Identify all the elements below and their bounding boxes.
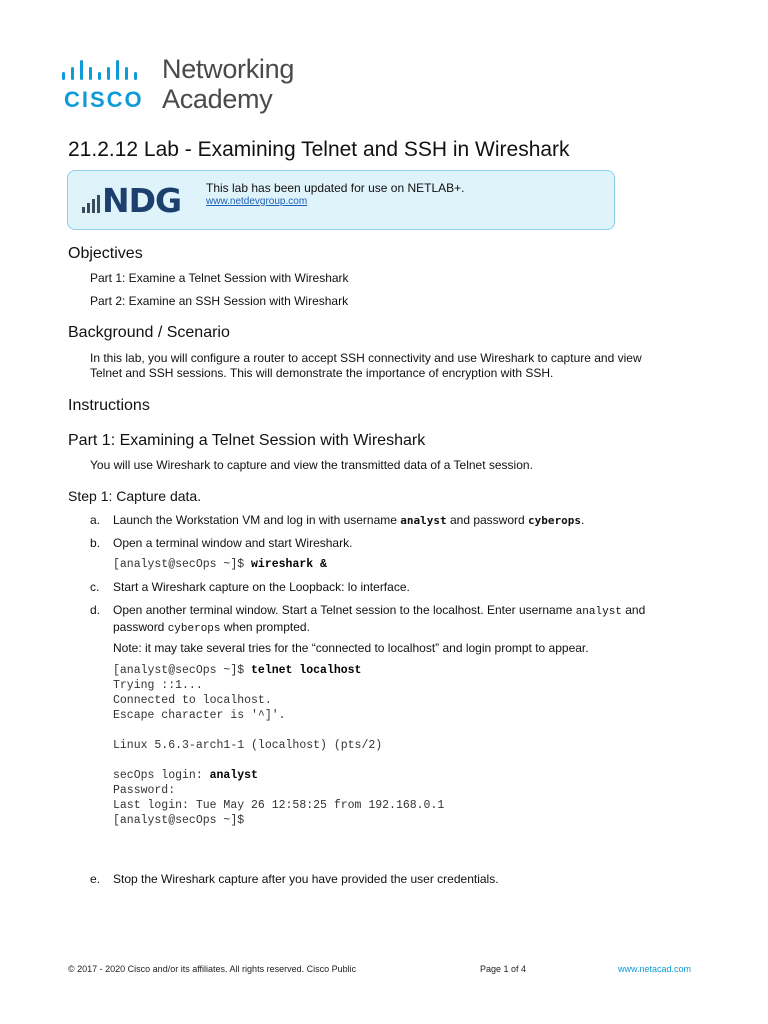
item-text: Start a Wireshark capture on the Loopback: lo interface. — [113, 580, 410, 594]
item-label: c. — [90, 580, 100, 594]
objectives-heading: Objectives — [68, 245, 143, 262]
item-text: Open a terminal window and start Wireshark. — [113, 536, 353, 550]
item-text: password — [113, 620, 168, 634]
logo-networking-text: Networking — [162, 54, 295, 84]
code-telnet-session — [113, 663, 444, 828]
part1-intro: You will use Wireshark to capture and view the transmitted data of a Telnet session. — [90, 458, 533, 472]
ndg-notice-box — [67, 170, 615, 230]
ndg-logo — [82, 181, 194, 217]
cisco-wordmark: CISCO — [64, 87, 144, 112]
code-line: [analyst@secOps ~]$ — [113, 814, 245, 827]
item-label: e. — [90, 872, 101, 886]
objective-item-2: Part 2: Examine an SSH Session with Wireshark — [90, 294, 349, 308]
item-text: when prompted. — [220, 620, 310, 634]
cisco-networking-academy-logo — [62, 54, 322, 118]
background-heading: Background / Scenario — [68, 324, 230, 341]
code-line: Escape character is '^]'. — [113, 709, 286, 722]
code-line: Trying ::1... — [113, 679, 203, 692]
instructions-heading: Instructions — [68, 397, 150, 414]
code-line: Linux 5.6.3-arch1-1 (localhost) (pts/2) — [113, 739, 383, 752]
part1-heading: Part 1: Examining a Telnet Session with Wireshark — [68, 432, 426, 449]
item-text: and — [621, 603, 646, 617]
logo-academy-text: Academy — [162, 84, 273, 114]
ndg-message: This lab has been updated for use on NETLAB+. — [206, 181, 465, 195]
code-line: Last login: Tue May 26 12:58:25 from 192.168.0.1 — [113, 799, 445, 812]
code-line: Password: — [113, 784, 176, 797]
footer-copyright: © 2017 - 2020 Cisco and/or its affiliates. All rights reserved. Cisco Public — [68, 964, 357, 974]
step1-heading: Step 1: Capture data. — [68, 488, 202, 504]
password-code: cyberops — [528, 514, 582, 527]
cisco-bars-icon — [62, 60, 154, 82]
item-text: . — [581, 513, 585, 527]
ndg-logo-text: NDG — [102, 181, 182, 217]
code-line: Connected to localhost. — [113, 694, 272, 707]
background-line-2: Telnet and SSH sessions. This will demonstrate the importance of encryption with SSH. — [90, 366, 554, 380]
item-text: Open another terminal window. Start a Telnet session to the localhost. Enter username — [113, 603, 576, 617]
username-code: analyst — [575, 606, 622, 618]
code-wireshark — [113, 557, 327, 572]
username-code: analyst — [400, 514, 447, 527]
footer-page-number: Page 1 of 4 — [480, 964, 527, 974]
background-line-1: In this lab, you will configure a router to accept SSH connectivity and use Wireshark to capture and view — [90, 351, 642, 365]
password-code: cyberops — [167, 623, 221, 635]
note-text: Note: it may take several tries for the “connected to localhost” and login prompt to appear. — [113, 641, 589, 655]
item-label: a. — [90, 513, 101, 527]
footer-link[interactable]: www.netacad.com — [618, 964, 692, 974]
code-line: [analyst@secOps ~]$ telnet localhost — [113, 664, 362, 677]
page-title: 21.2.12 Lab - Examining Telnet and SSH in Wireshark — [68, 138, 570, 161]
item-text: Launch the Workstation VM and log in with username — [113, 513, 401, 527]
item-label: b. — [90, 536, 101, 550]
code-prompt: [analyst@secOps ~]$ — [113, 558, 252, 571]
item-text: Stop the Wireshark capture after you have provided the user credentials. — [113, 872, 499, 886]
code-command: wireshark & — [251, 558, 327, 571]
ndg-link[interactable]: www.netdevgroup.com — [206, 196, 308, 207]
item-label: d. — [90, 603, 101, 617]
objective-item-1: Part 1: Examine a Telnet Session with Wireshark — [90, 271, 349, 285]
item-text: and password — [446, 513, 529, 527]
code-line: secOps login: analyst — [113, 769, 258, 782]
